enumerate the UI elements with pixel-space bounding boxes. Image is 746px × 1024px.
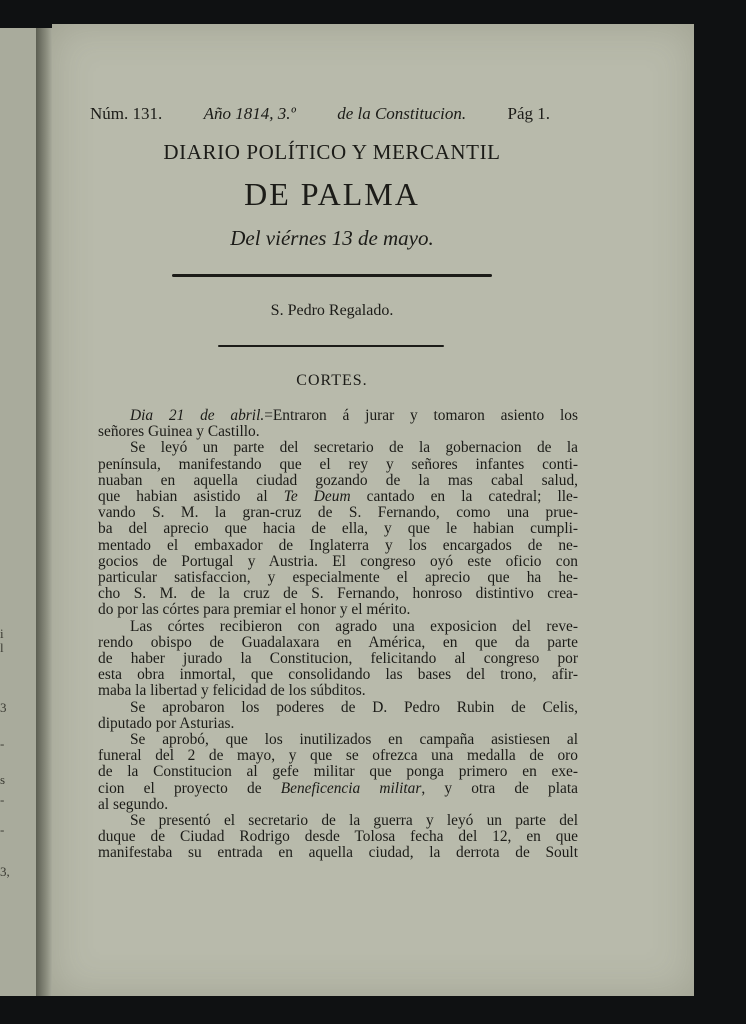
date-lead: Dia 21 de abril.	[130, 407, 265, 424]
left-page-edge	[0, 28, 38, 996]
issue-constitution: de la Constitucion.	[337, 104, 467, 123]
article-line: mentado el embaxador de Inglaterra y los encargados de ne-	[98, 536, 578, 554]
article-line: do por las córtes para premiar el honor y el mérito.	[98, 601, 411, 619]
issue-year: Año 1814, 3.º	[203, 104, 296, 123]
left-page-fragment: i	[0, 626, 4, 641]
saint-of-day: S. Pedro Regalado.	[270, 302, 394, 319]
article-text: , y otra de plata	[421, 779, 578, 797]
article-line: nuaban en aquella ciudad gozando de la mas cabal salud,	[98, 471, 578, 489]
article-line: cho S. M. de la cruz de S. Fernando, honroso distintivo crea-	[98, 585, 578, 603]
article-line: península, manifestando que el rey y señores infantes conti-	[98, 455, 578, 473]
divider-rule	[218, 345, 444, 347]
article-line: rendo obispo de Guadalaxara en América, en que da parte	[98, 633, 578, 651]
article-text: =Entraron á jurar y tomaron asiento los	[264, 407, 578, 424]
article-line	[98, 408, 578, 424]
issue-number: Núm. 131.	[90, 104, 163, 123]
masthead-title: DE PALMA	[244, 176, 420, 212]
left-page-fragment: -	[0, 822, 5, 837]
left-page-fragment: l	[0, 640, 4, 655]
article-line: esta obra inmortal, que consolidando las bases del trono, afir-	[98, 666, 578, 684]
article-text: cantado en la catedral; lle-	[366, 488, 578, 506]
article-text: que habian asistido al	[98, 488, 268, 506]
masthead-subtitle: DIARIO POLÍTICO Y MERCANTIL	[163, 140, 501, 164]
left-page-fragment: -	[0, 792, 5, 807]
article-line: vando S. M. la gran-cruz de S. Fernando, como una prue-	[98, 504, 578, 522]
article-line: diputado por Asturias.	[98, 714, 235, 732]
article-line: Las córtes recibieron con agrado una exposicion del reve-	[130, 617, 578, 635]
article-line: señores Guinea y Castillo.	[98, 423, 260, 441]
article-line: particular satisfaccion, y especialmente el aprecio que ha he-	[98, 569, 578, 587]
left-page-fragment: -	[0, 736, 5, 751]
section-title: CORTES.	[296, 372, 368, 389]
article-italic: Beneficencia militar	[280, 779, 422, 797]
article-line: Se aprobó, que los inutilizados en campaña asistiesen al	[130, 731, 578, 749]
article-line: Se presentó el secretario de la guerra y leyó un parte del	[130, 812, 578, 830]
issue-header	[90, 104, 550, 124]
article-body	[98, 408, 578, 862]
article-italic: Te Deum	[283, 488, 351, 506]
article-line: manifestaba su entrada en aquella ciudad, la derrota de Soult	[98, 844, 578, 862]
article-line: gocios de Portugal y Austria. El congreso oyó este oficio con	[98, 552, 578, 570]
left-page-fragment: 3	[0, 700, 7, 715]
newspaper-page	[52, 24, 694, 996]
article-line: Se aprobaron los poderes de D. Pedro Rubin de Celis,	[130, 698, 578, 716]
article-line: funeral del 2 de mayo, y que se ofrezca una medalla de oro	[98, 747, 578, 765]
article-line: de la Constitucion al gefe militar que ponga primero en exe-	[98, 763, 578, 781]
article-text: cion el proyecto de	[98, 779, 262, 797]
article-line: Se leyó un parte del secretario de la gobernacion de la	[130, 439, 578, 457]
divider-rule	[172, 274, 492, 277]
article-line: de haber jurado la Constitucion, felicitando al congreso por	[98, 650, 578, 668]
masthead-date: Del viérnes 13 de mayo.	[230, 226, 434, 250]
article-line	[98, 489, 578, 505]
article-line: duque de Ciudad Rodrigo desde Tolosa fecha del 12, en que	[98, 828, 578, 846]
page-number: Pág 1.	[507, 104, 550, 123]
article-line: ba del aprecio que hacia de ella, y que le habian cumpli-	[98, 520, 578, 538]
article-line: al segundo.	[98, 795, 169, 813]
left-page-fragment: s	[0, 772, 6, 787]
article-line: maba la libertad y felicidad de los súbditos.	[98, 682, 366, 700]
article-line	[98, 781, 578, 797]
left-page-fragment: 3,	[0, 864, 10, 879]
